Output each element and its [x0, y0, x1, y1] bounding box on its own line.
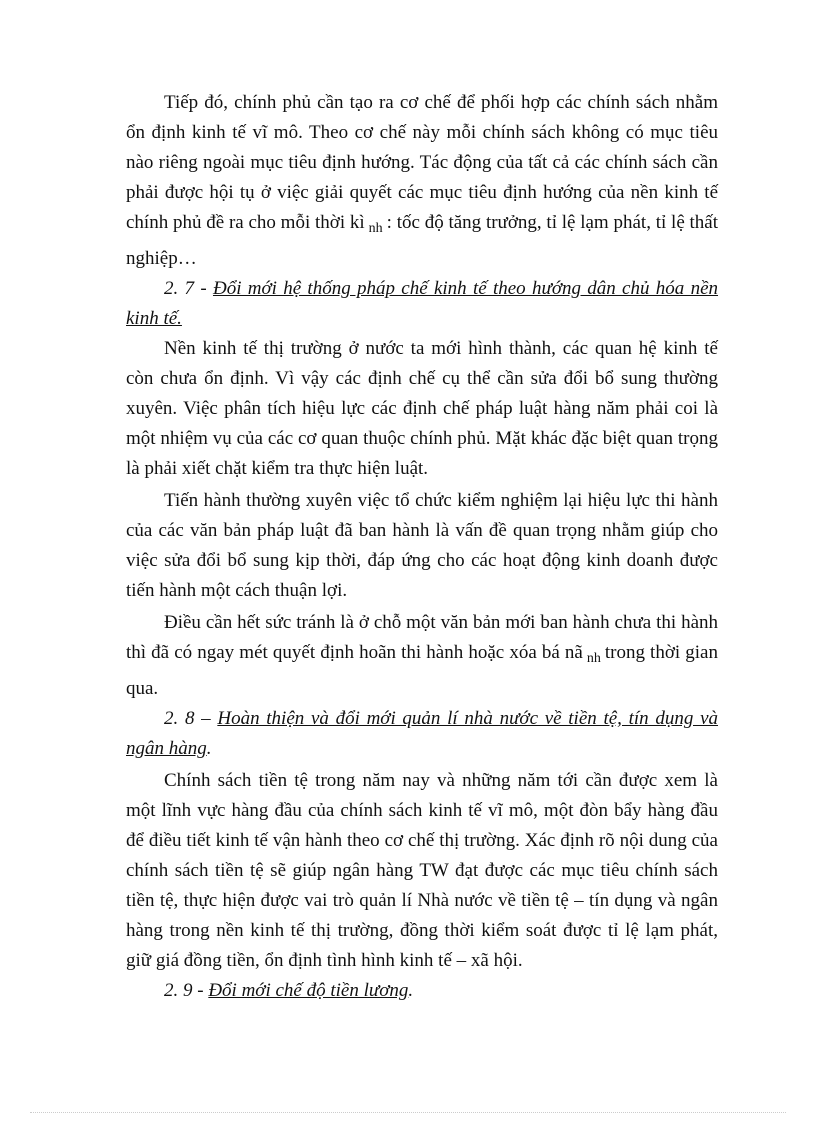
paragraph-monetary-policy: Chính sách tiền tệ trong năm nay và những năm tới cần được xem là một lĩnh vực hàng đầu của chính sách kinh tế vĩ mô, một đòn bẩy hàng đầu để điều tiết kinh tế vận hành theo cơ chế thị trường. Xác định rõ nội dung của chính sách tiền tệ sẽ giúp ngân hàng TW đạt được các mục tiêu chính sách tiền tệ, thực hiện được vai trò quản lí Nhà nước về tiền tệ – tín dụng và ngân hàng trong nền kinh tế thị trường, đồng thời kiểm soát được tỉ lệ lạm phát, giữ giá đồng tiền, ổn định tình hình kinh tế – xã hội.	[126, 770, 718, 971]
paragraph-policy-coordination: Tiếp đó, chính phủ cần tạo ra cơ chế để phối hợp các chính sách nhằm ổn định kinh tế vĩ mô. Theo cơ chế này mỗi chính sách không có mục tiêu nào riêng ngoài mục tiêu định hướng. Tác động của tất cả các chính sách cần phải được hội tụ ở việc giải quyết các mục tiêu định hướng của nền kinh tế chính phủ đề ra cho mỗi thời kì $_{nh}$ : tốc độ tăng trưởng, tỉ lệ lạm phát, tỉ lệ thất nghiệp…	[126, 92, 719, 269]
stray-mark: nh	[368, 221, 383, 236]
section-heading-2-9: 2. 9 - Đổi mới chế độ tiền lương.	[164, 980, 414, 1001]
section-title: Đổi mới hệ thống pháp chế kinh tế theo hướng dân chủ hóa nền kinh tế.	[126, 278, 719, 329]
section-heading-2-7	[126, 274, 718, 334]
page-bottom-divider	[30, 1112, 786, 1113]
section-title: Đổi mới chế độ tiền lương	[208, 980, 409, 1001]
section-heading-2-8: 2. 8 – Hoàn thiện và đổi mới quản lí nhà nước về tiền tệ, tín dụng và ngân hàng.	[126, 708, 719, 759]
document-page	[126, 88, 718, 1006]
paragraph-avoid-suspension: Điều cần hết sức tránh là ở chỗ một văn bản mới ban hành chưa thi hành thì đã có ngay mét quyết định hoãn thi hành hoặc xóa bá nã $_{nh}$ trong thời gian qua.	[126, 612, 718, 699]
section-number: 2. 9 -	[164, 980, 209, 1001]
section-number: 2. 7 -	[164, 278, 213, 299]
section-number: 2. 8 –	[164, 708, 218, 729]
stray-mark: nh	[586, 651, 601, 666]
paragraph-legal-review: Tiến hành thường xuyên việc tổ chức kiểm nghiệm lại hiệu lực thi hành của các văn bản pháp luật đã ban hành là vấn đề quan trọng nhằm giúp cho việc sửa đổi bổ sung kịp thời, đáp ứng cho các hoạt động kinh doanh được tiến hành một cách thuận lợi.	[126, 490, 718, 601]
section-title: Hoàn thiện và đổi mới quản lí nhà nước về tiền tệ, tín dụng và ngân hàng	[126, 708, 719, 759]
paragraph-market-economy: Nền kinh tế thị trường ở nước ta mới hình thành, các quan hệ kinh tế còn chưa ổn định. Vì vậy các định chế cụ thể cần sửa đổi bổ sung thường xuyên. Việc phân tích hiệu lực các định chế pháp luật hàng năm phải coi là một nhiệm vụ của các cơ quan thuộc chính phủ. Mặt khác đặc biệt quan trọng là phải xiết chặt kiểm tra thực hiện luật.	[126, 338, 718, 479]
